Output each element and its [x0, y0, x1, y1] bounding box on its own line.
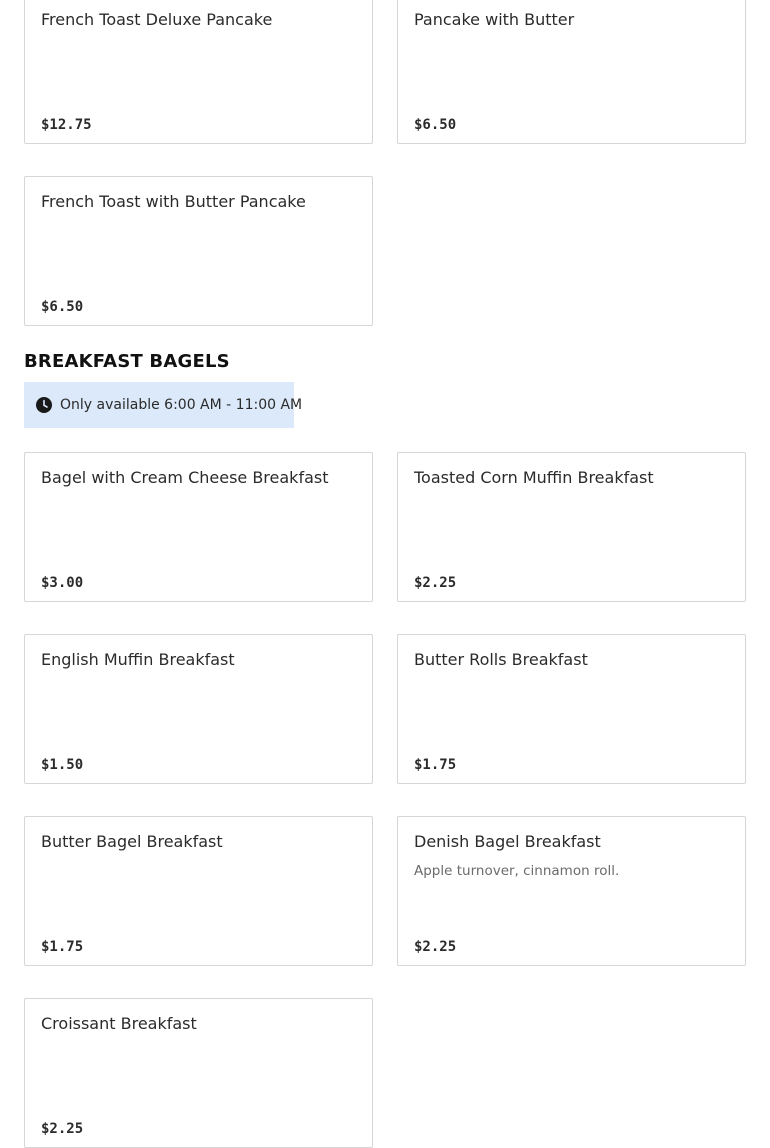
menu-item-price: $12.75: [41, 117, 92, 133]
menu-item-price: $2.25: [41, 1121, 84, 1137]
menu-item-card[interactable]: [397, 452, 746, 602]
menu-item-name: Pancake with Butter: [414, 10, 575, 29]
menu-item-name: Butter Rolls Breakfast: [414, 650, 588, 669]
menu-item-card[interactable]: [24, 816, 373, 966]
menu-item-price: $3.00: [41, 575, 84, 591]
menu-item-card[interactable]: [397, 0, 746, 144]
menu-item-card[interactable]: [24, 452, 373, 602]
menu-item-price: $1.75: [41, 939, 84, 955]
menu-item-name: French Toast Deluxe Pancake: [41, 10, 273, 29]
menu-item-card[interactable]: [24, 176, 373, 326]
menu-item-name: English Muffin Breakfast: [41, 650, 235, 669]
menu-item-description: Apple turnover, cinnamon roll.: [414, 863, 620, 879]
menu-item-name: Bagel with Cream Cheese Breakfast: [41, 468, 329, 487]
availability-text: Only available 6:00 AM - 11:00 AM: [60, 397, 303, 413]
clock-icon: [36, 397, 52, 413]
availability-banner: [24, 382, 303, 428]
section-title: BREAKFAST BAGELS: [24, 351, 230, 372]
menu-item-price: $2.25: [414, 575, 457, 591]
menu-item-name: Toasted Corn Muffin Breakfast: [414, 468, 654, 487]
menu-item-name: Croissant Breakfast: [41, 1014, 197, 1033]
menu-item-name: Butter Bagel Breakfast: [41, 832, 223, 851]
menu-item-card[interactable]: [397, 634, 746, 784]
menu-item-price: $6.50: [414, 117, 457, 133]
menu-item-price: $6.50: [41, 299, 84, 315]
menu-item-price: $1.50: [41, 757, 84, 773]
menu-item-price: $2.25: [414, 939, 457, 955]
menu-item-name: Denish Bagel Breakfast: [414, 832, 601, 851]
menu-item-card[interactable]: [397, 816, 746, 966]
menu-item-card[interactable]: [24, 998, 373, 1148]
menu-item-price: $1.75: [414, 757, 457, 773]
menu-item-card[interactable]: [24, 634, 373, 784]
menu-item-card[interactable]: [24, 0, 373, 144]
menu-item-name: French Toast with Butter Pancake: [41, 192, 306, 211]
